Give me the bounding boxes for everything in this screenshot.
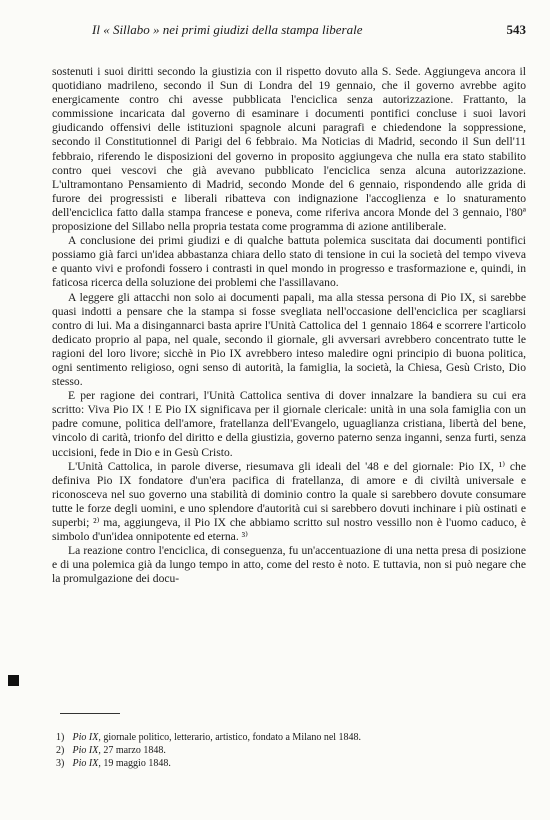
footnote-rule — [60, 713, 120, 714]
page-number: 543 — [506, 22, 526, 37]
paragraph: A conclusione dei primi giudizi e di qualche battuta polemica suscitata dai documenti pontifici possiamo già farci un'idea abbastanza chiara dello stato di tensione in cui la società del tempo viveva e quanto vivi e profondi fossero i contrasti in quel mondo in progresso e trasformazione e, quindi, in faticosa ricerca della soluzione dei problemi che l'assillavano. — [52, 234, 526, 290]
footnote — [56, 731, 526, 744]
footnote-number: 2) — [56, 745, 65, 756]
footnote-text: 27 marzo 1848. — [103, 745, 166, 756]
footnote-source: Pio IX, — [72, 732, 101, 743]
paragraph: L'Unità Cattolica, in parole diverse, riesumava gli ideali del '48 e del giornale: Pio IX, ¹⁾ che definiva Pio IX fondatore d'un'era pacifica di fratellanza, di amore e di civiltà universale e riconosceva nel suo governo una stabilità di dominio contro la quale si sarebbero dovute consumare tutte le forze degli uomini, e uno splendore d'autorità cui si sarebbero dovuti inchinare i più ostinati e superbi; ²⁾ ma, aggiungeva, il Pio IX che abbiamo scritto sul nostro vessillo non è l'uomo caduco, è simbolo d'un'idea onnipotente ed eterna. ³⁾ — [52, 459, 526, 544]
paragraph: La reazione contro l'enciclica, di conseguenza, fu un'accentuazione di una netta presa di posizione e di una polemica già da lungo tempo in atto, come del resto è noto. E tuttavia, non si può negare che la promulgazione dei docu- — [52, 544, 526, 586]
running-title: Il « Sillabo » nei primi giudizi della stampa liberale — [92, 22, 363, 37]
paragraph: A leggere gli attacchi non solo ai documenti papali, ma alla stessa persona di Pio IX, si sarebbe quasi indotti a pensare che la stampa si fosse svegliata nell'occasione dell'enciclica per scagliarsi contro di lui. Ma a disingannarci basta aprire l'Unità Cattolica del 1 gennaio 1864 e scorrere l'articolo dedicato proprio al papa, nel quale, secondo il giornale, gli avversari avrebbero concentrato tutte le ragioni del loro livore; sicchè in Pio IX avrebbero inteso maledire ogni principio di buona politica, ogni sentimento religioso, ogni senso di autorità, la famiglia, la società, la Chiesa, Gesù Cristo, Dio stesso. — [52, 290, 526, 389]
footnote-text: giornale politico, letterario, artistico, fondato a Milano nel 1848. — [103, 732, 362, 743]
paragraph: E per ragione dei contrari, l'Unità Cattolica sentiva di dover innalzare la bandiera su cui era scritto: Viva Pio IX ! E Pio IX significava per il giornale clericale: unità in una sola famiglia con un padre comune, politica dell'amore, fratellanza dell'Evangelo, uguaglianza cristiana, libertà del bene, vincolo di carità, trionfo del diritto e della giustizia, governo paterno senza inganni, senza furti, senza uccisioni, fede in Dio e in Gesù Cristo. — [52, 389, 526, 459]
footnote — [56, 744, 526, 757]
footnote-source: Pio IX, — [72, 745, 101, 756]
footnote — [56, 757, 526, 770]
footnote-number: 1) — [56, 732, 65, 743]
footnote-source: Pio IX, — [72, 758, 101, 769]
running-header — [52, 22, 526, 40]
body-text — [52, 65, 526, 586]
footnote-number: 3) — [56, 758, 65, 769]
margin-mark — [8, 675, 19, 686]
footnotes — [56, 731, 526, 770]
footnote-text: 19 maggio 1848. — [103, 758, 171, 769]
paragraph: sostenuti i suoi diritti secondo la giustizia con il rispetto dovuto alla S. Sede. Aggiungeva ancora il quotidiano madrileno, secondo il Sun di Londra del 19 gennaio, che il governo avrebbe agito energicamente contro chi avesse pubblicata l'enciclica senza autorizzazione. Frattanto, la commissione incaricata dal governo di esaminare i documenti pontifici concluse i suoi lavori giudicando offensivi delle istituzioni spagnole alcuni paragrafi e chiedendone la soppressione, secondo il Constitutionnel di Parigi del 6 febbraio. Ma Noticias di Madrid, secondo il Sun dell'11 febbraio, riferendo le disposizioni del governo in proposito aggiungeva che nulla era stato stabilito contro quei vescovi che già avevano pubblicato l'enciclica senza alcuna autorizzazione. L'ultramontano Pensamiento di Madrid, secondo Monde del 6 gennaio, rispondendo alle grida di furore dei progressisti e liberali ribatteva con indignazione l'accoglienza e lo snaturamento dell'enciclica fatto dalla stampa francese e poneva, come riferiva ancora Monde del 3 gennaio, l'80ª proposizione del Sillabo nella propria testata come programma di azione antiliberale. — [52, 65, 526, 234]
